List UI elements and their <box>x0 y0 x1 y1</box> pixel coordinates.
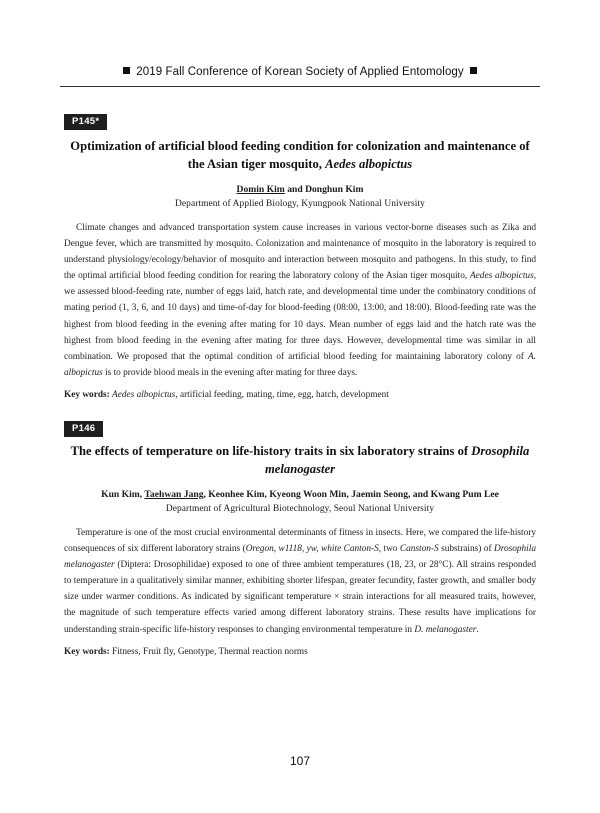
abstract-title: Optimization of artificial blood feeding condition for colonization and maintenance of the Asian tiger mosquito, Aedes albopictus <box>70 139 530 171</box>
presenting-author: Taehwan Jang <box>144 489 204 500</box>
square-bullet-icon <box>470 67 477 74</box>
presenting-author: Domin Kim <box>236 184 285 195</box>
affiliation: Department of Applied Biology, Kyungpook National University <box>175 199 425 209</box>
author-list: Domin Kim and Donghun Kim <box>236 184 364 195</box>
square-bullet-icon <box>123 67 130 74</box>
title-species: Aedes albopictus <box>325 157 413 171</box>
affiliation: Department of Agricultural Biotechnology, Seoul National University <box>165 504 435 514</box>
abstract-id-badge: P146 <box>64 421 103 437</box>
abstract-body: Climate changes and advanced transportation system cause increases in various vector-borne diseases such as Zika and Dengue fever, which are transmitted by mosquito. Colonization and maintenance of mosquito in the laboratory is required to understand physiology/ecology/behavior of mosquito and interaction between mosquito and pathogens. In this study, to find the optimal artificial blood feeding condition for rearing the laboratory colony of the Asian tiger mosquito, Aedes albopictus, we assessed blood-feeding rate, number of eggs laid, hatch rate, and developmental time under the combinatory conditions of mating period (1, 3, 6, and 10 days) and time-of-day for blood-feeding (08:00, 13:00, and 18:00). Blood-feeding rate was the highest from blood feeding in the evening after mating for 10 days. Mean number of eggs laid and the hatch rate was the highest from blood feeding in the evening after mating for three days. However, developmental time was similar in all combination. We proposed that the optimal condition of artificial blood feeding for maintaining laboratory colony of A. albopictus is to provide blood meals in the evening after mating for three days. <box>64 223 537 378</box>
page-number: 107 <box>289 754 311 768</box>
keywords: Key words: Aedes albopictus, artificial feeding, mating, time, egg, hatch, development <box>64 390 389 400</box>
header-text: 2019 Fall Conference of Korean Society of Applied Entomology <box>136 66 464 78</box>
abstract-body: Temperature is one of the most crucial environmental determinants of fitness in insects. Here, we compared the life-history consequences of six different laboratory strains (Oregon, w1118, yw, white Canton-S, two Canston-S substrains) of Drosophila melanogaster (Diptera: Drosophilidae) exposed to one of three ambient temperatures (18, 23, or 28°C). All strains responded to temperature in a qualitatively similar manner, exhibiting shorter lifespan, greater fecundity, faster growth, and smaller body size under warmer conditions. As indicated by significant temperature × strain interactions for all measured traits, however, the magnitude of such temperature effects varied among different laboratory strains. These results have implications for understanding strain-specific life-history responses to changing environmental temperature in D. melanogaster. <box>64 528 537 635</box>
running-header <box>60 66 540 78</box>
abstract-title: The effects of temperature on life-history traits in six laboratory strains of Drosophila melanogaster <box>70 444 530 476</box>
title-species: Drosophila melanogaster <box>265 444 530 476</box>
keywords: Key words: Fitness, Fruit fly, Genotype, Thermal reaction norms <box>64 647 308 657</box>
abstract-id-badge: P145* <box>64 114 107 130</box>
header-rule <box>60 86 540 87</box>
author-list: Kun Kim, Taehwan Jang, Keonhee Kim, Kyeong Woon Min, Jaemin Seong, and Kwang Pum Lee <box>101 489 499 500</box>
